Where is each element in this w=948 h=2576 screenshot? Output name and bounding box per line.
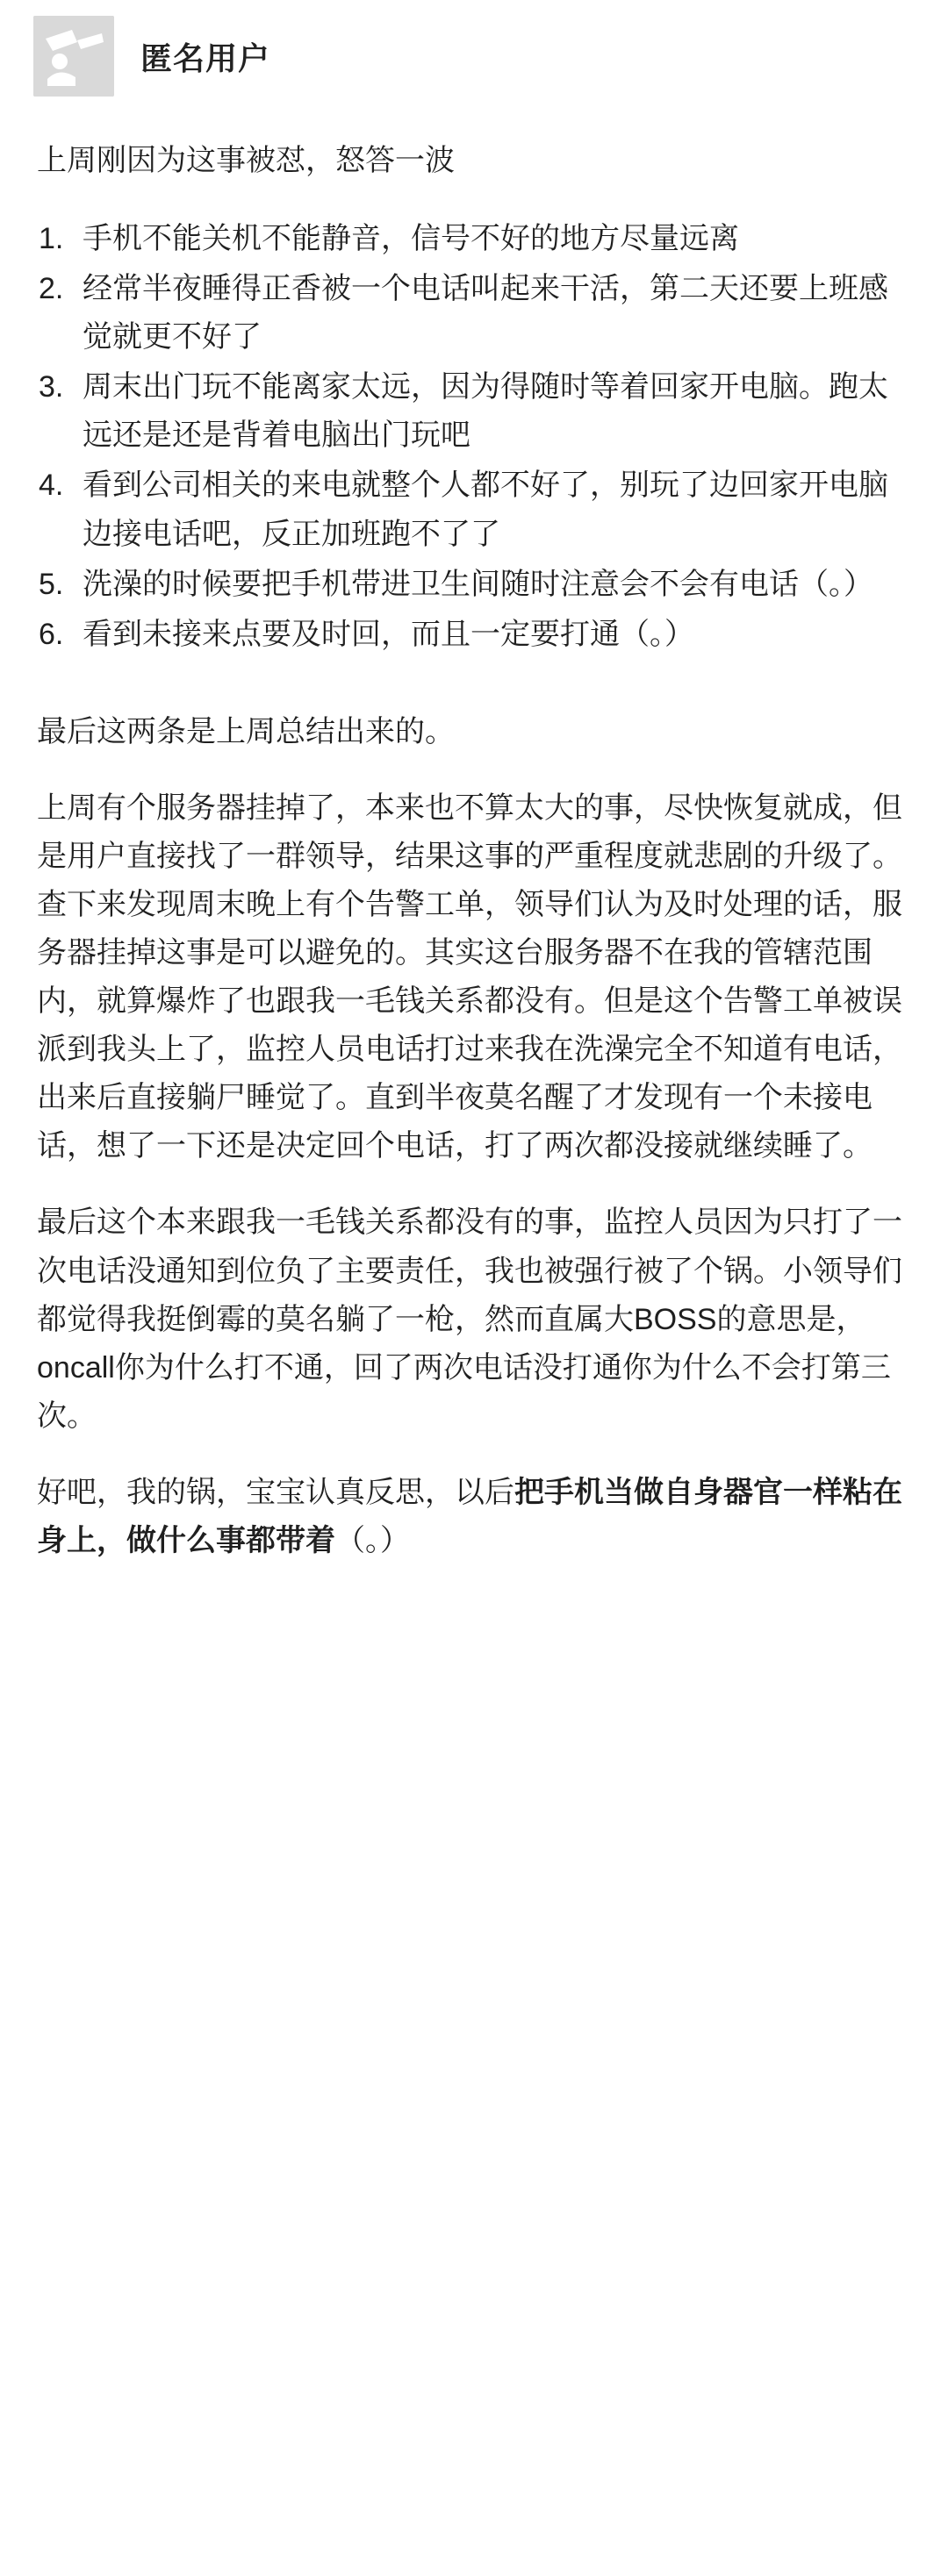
paragraph-conclusion: [37, 1469, 911, 1565]
intro-paragraph: 上周刚因为这事被怼，怒答一波: [37, 144, 455, 177]
list-item: 看到公司相关的来电就整个人都不好了，别玩了边回家开电脑边接电话吧，反正加班跑不了了: [83, 469, 888, 551]
author-name[interactable]: 匿名用户: [140, 39, 271, 76]
author-row: [0, 0, 948, 105]
list-item: 洗澡的时候要把手机带进卫生间随时注意会不会有电话（。）: [83, 567, 873, 601]
conclusion-suffix: （。）: [335, 1523, 410, 1557]
paragraph-outcome: 最后这个本来跟我一毛钱关系都没有的事，监控人员因为只打了一次电话没通知到位负了主要责任，我也被强行被了个锅。小领导们都觉得我挺倒霉的莫名躺了一枪，然而直属大BOSS的意思是，oncall你为什么打不通，回了两次电话没打通你为什么不会打第三次。: [37, 1206, 902, 1433]
list-item: 周末出门玩不能离家太远，因为得随时等着回家开电脑。跑太远还是还是背着电脑出门玩吧: [83, 370, 888, 453]
list-item: 经常半夜睡得正香被一个电话叫起来干活，第二天还要上班感觉就更不好了: [83, 272, 888, 354]
anonymous-user-avatar-icon[interactable]: [33, 16, 114, 97]
answer-content: [0, 137, 948, 1565]
complaint-list: [37, 215, 911, 659]
conclusion-prefix: 好吧，我的锅，宝宝认真反思，以后: [37, 1475, 514, 1509]
paragraph-summary: 最后这两条是上周总结出来的。: [37, 714, 455, 748]
paragraph-story: 上周有个服务器挂掉了，本来也不算太大的事，尽快恢复就成，但是用户直接找了一群领导，结果这事的严重程度就悲剧的升级了。查下来发现周末晚上有个告警工单，领导们认为及时处理的话，服务器挂掉这事是可以避免的。其实这台服务器不在我的管辖范围内，就算爆炸了也跟我一毛钱关系都没有。但是这个告警工单被误派到我头上了，监控人员电话打过来我在洗澡完全不知道有电话，出来后直接躺尸睡觉了。直到半夜莫名醒了才发现有一个未接电话，想了一下还是决定回个电话，打了两次都没接就继续睡了。: [37, 791, 902, 1163]
spacer: [37, 661, 911, 680]
conclusion-bold: 把手机当做自身器官一样粘在身上，做什么事都带着: [37, 1475, 902, 1557]
list-item: 手机不能关机不能静音，信号不好的地方尽量远离: [83, 222, 739, 256]
list-item: 看到未接来点要及时回，而且一定要打通（。）: [83, 617, 694, 651]
